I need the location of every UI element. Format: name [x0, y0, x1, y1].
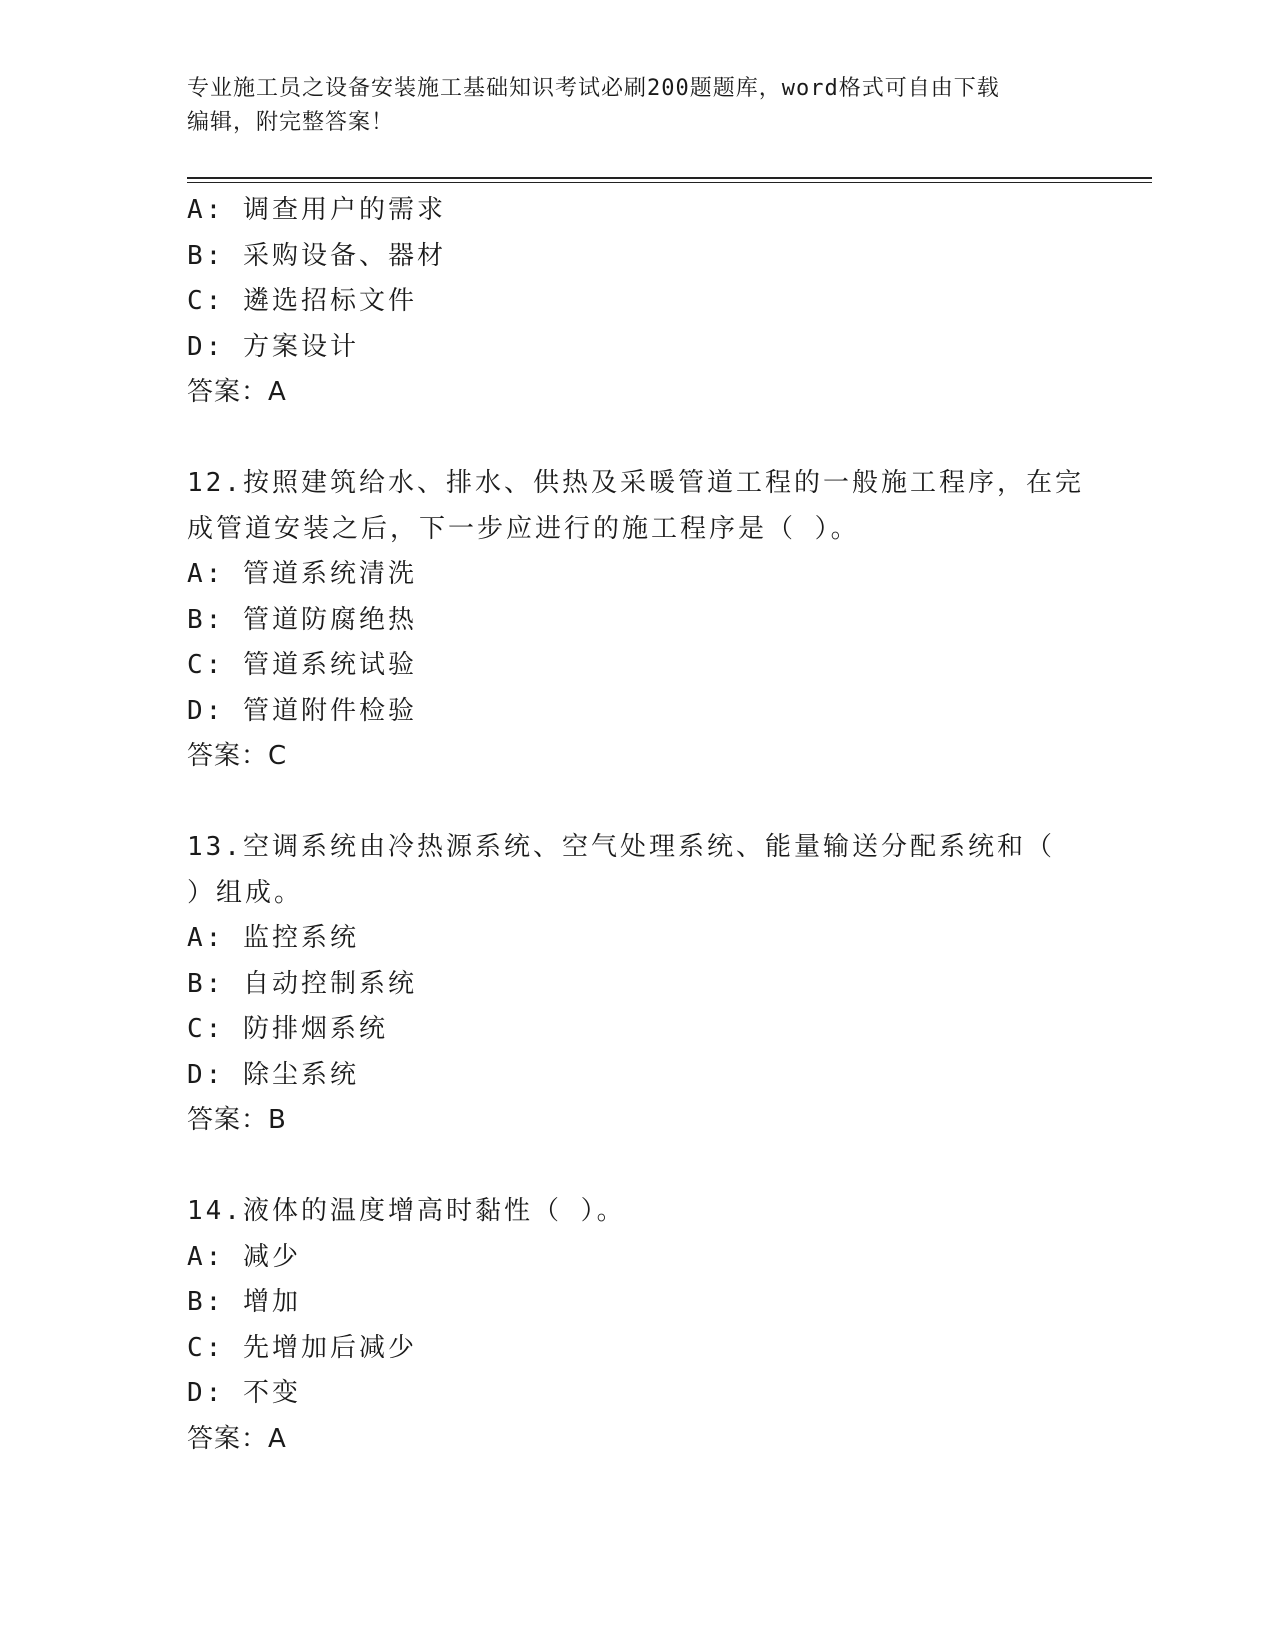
header-title-line-1: 专业施工员之设备安装施工基础知识考试必刷200题题库，word格式可自由下载: [187, 76, 1000, 101]
answer-line: 答案：C: [187, 741, 288, 771]
question-text-line-2: 成管道安装之后，下一步应进行的施工程序是（ ）。: [187, 513, 860, 544]
option-b: B: 管道防腐绝热: [187, 604, 417, 635]
document-header: [187, 72, 1087, 140]
option-d: D: 管道附件检验: [187, 695, 417, 726]
spacer: [187, 780, 1147, 826]
option-d: D: 方案设计: [187, 331, 359, 362]
option-d: D: 除尘系统: [187, 1059, 359, 1090]
option-a: A: 监控系统: [187, 923, 359, 953]
option-c: C: 管道系统试验: [187, 650, 417, 680]
option-a: A: 管道系统清洗: [187, 559, 417, 589]
option-b: B: 采购设备、器材: [187, 240, 446, 271]
answer-line: 答案：A: [187, 377, 287, 407]
question-11-continuation: [187, 188, 1147, 416]
option-a: A: 调查用户的需求: [187, 195, 446, 225]
option-a: A: 减少: [187, 1241, 301, 1272]
option-d: D: 不变: [187, 1378, 301, 1408]
option-b: B: 增加: [187, 1287, 301, 1317]
header-divider-thick: [187, 177, 1152, 179]
option-c: C: 先增加后减少: [187, 1332, 417, 1363]
question-14: [187, 1189, 1147, 1462]
header-divider-thin: [187, 182, 1152, 183]
question-text-line-2: ）组成。: [187, 877, 304, 908]
question-text-line-1: 12.按照建筑给水、排水、供热及采暖管道工程的一般施工程序，在完: [187, 468, 1084, 498]
question-13: [187, 825, 1147, 1144]
header-title-line-2: 编辑，附完整答案！: [187, 110, 395, 135]
question-list: [187, 188, 1147, 1462]
answer-line: 答案：A: [187, 1423, 287, 1454]
spacer: [187, 416, 1147, 462]
question-text-line-1: 13.空调系统由冷热源系统、空气处理系统、能量输送分配系统和（: [187, 832, 1055, 862]
spacer: [187, 1144, 1147, 1190]
question-text-line-1: 14.液体的温度增高时黏性（ ）。: [187, 1196, 626, 1226]
option-c: C: 遴选招标文件: [187, 286, 417, 316]
option-c: C: 防排烟系统: [187, 1014, 388, 1044]
question-12: [187, 461, 1147, 780]
answer-line: 答案：B: [187, 1105, 287, 1135]
option-b: B: 自动控制系统: [187, 968, 417, 999]
